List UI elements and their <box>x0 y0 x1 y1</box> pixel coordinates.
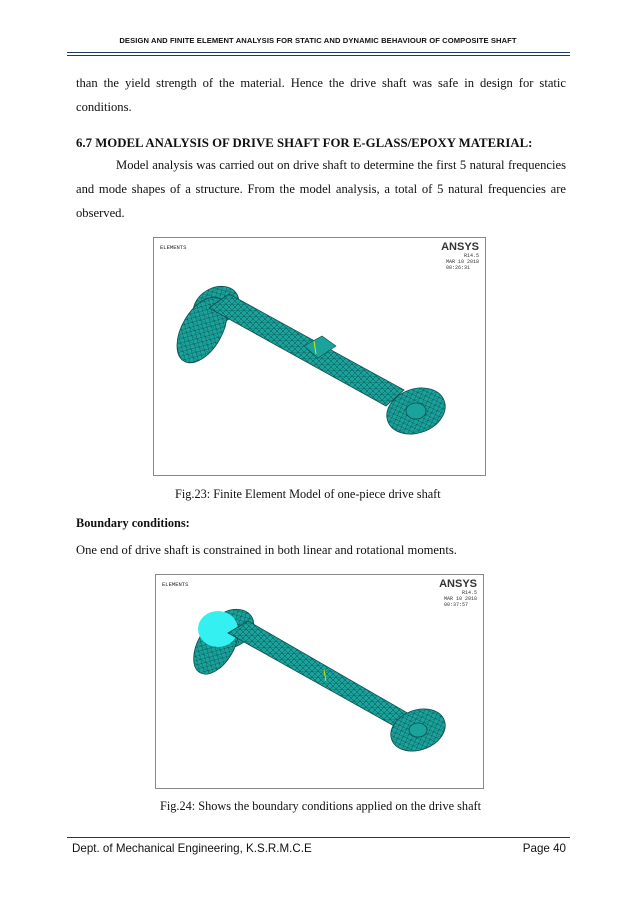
figure-label: ELEMENTS <box>160 244 187 251</box>
header-rule <box>67 52 570 53</box>
figure-23-caption: Fig.23: Finite Element Model of one-piece drive shaft <box>175 487 441 501</box>
ansys-version: R14.5 <box>461 590 477 596</box>
footer-department: Dept. of Mechanical Engineering, K.S.R.M.C.E <box>72 842 312 855</box>
figure-timestamp: MAR 10 2018 00:26:31 <box>445 259 479 271</box>
figure-24-boundary-conditions <box>155 574 484 789</box>
boundary-conditions-heading: Boundary conditions: <box>76 516 190 530</box>
footer-rule <box>67 837 570 838</box>
ansys-logo: ANSYS <box>441 241 479 253</box>
running-header: DESIGN AND FINITE ELEMENT ANALYSIS FOR STATIC AND DYNAMIC BEHAVIOUR OF COMPOSITE SHAFT <box>119 36 517 45</box>
paragraph-static-conclusion: than the yield strength of the material. Hence the drive shaft was safe in design for static conditions. <box>76 76 566 114</box>
figure-24-caption: Fig.24: Shows the boundary conditions applied on the drive shaft <box>160 799 482 813</box>
ansys-logo: ANSYS <box>439 578 477 590</box>
header-rule-thin <box>67 55 570 56</box>
boundary-conditions-text: One end of drive shaft is constrained in both linear and rotational moments. <box>76 543 457 557</box>
figure-timestamp: MAR 10 2018 00:37:57 <box>443 596 477 608</box>
ansys-version: R14.5 <box>463 253 479 259</box>
drive-shaft-mesh-image <box>154 238 485 475</box>
constraint-marker <box>198 611 238 647</box>
paragraph-model-analysis: Model analysis was carried out on drive shaft to determine the first 5 natural frequencies and mode shapes of a structure. From the model analysis, a total of 5 natural frequencies are observed. <box>76 158 566 220</box>
drive-shaft-constraint-image <box>156 575 483 788</box>
section-heading: 6.7 MODEL ANALYSIS OF DRIVE SHAFT FOR E-GLASS/EPOXY MATERIAL: <box>76 136 533 150</box>
figure-label: ELEMENTS <box>162 581 189 588</box>
page-number: Page 40 <box>522 842 566 855</box>
figure-23-fe-model <box>153 237 486 476</box>
